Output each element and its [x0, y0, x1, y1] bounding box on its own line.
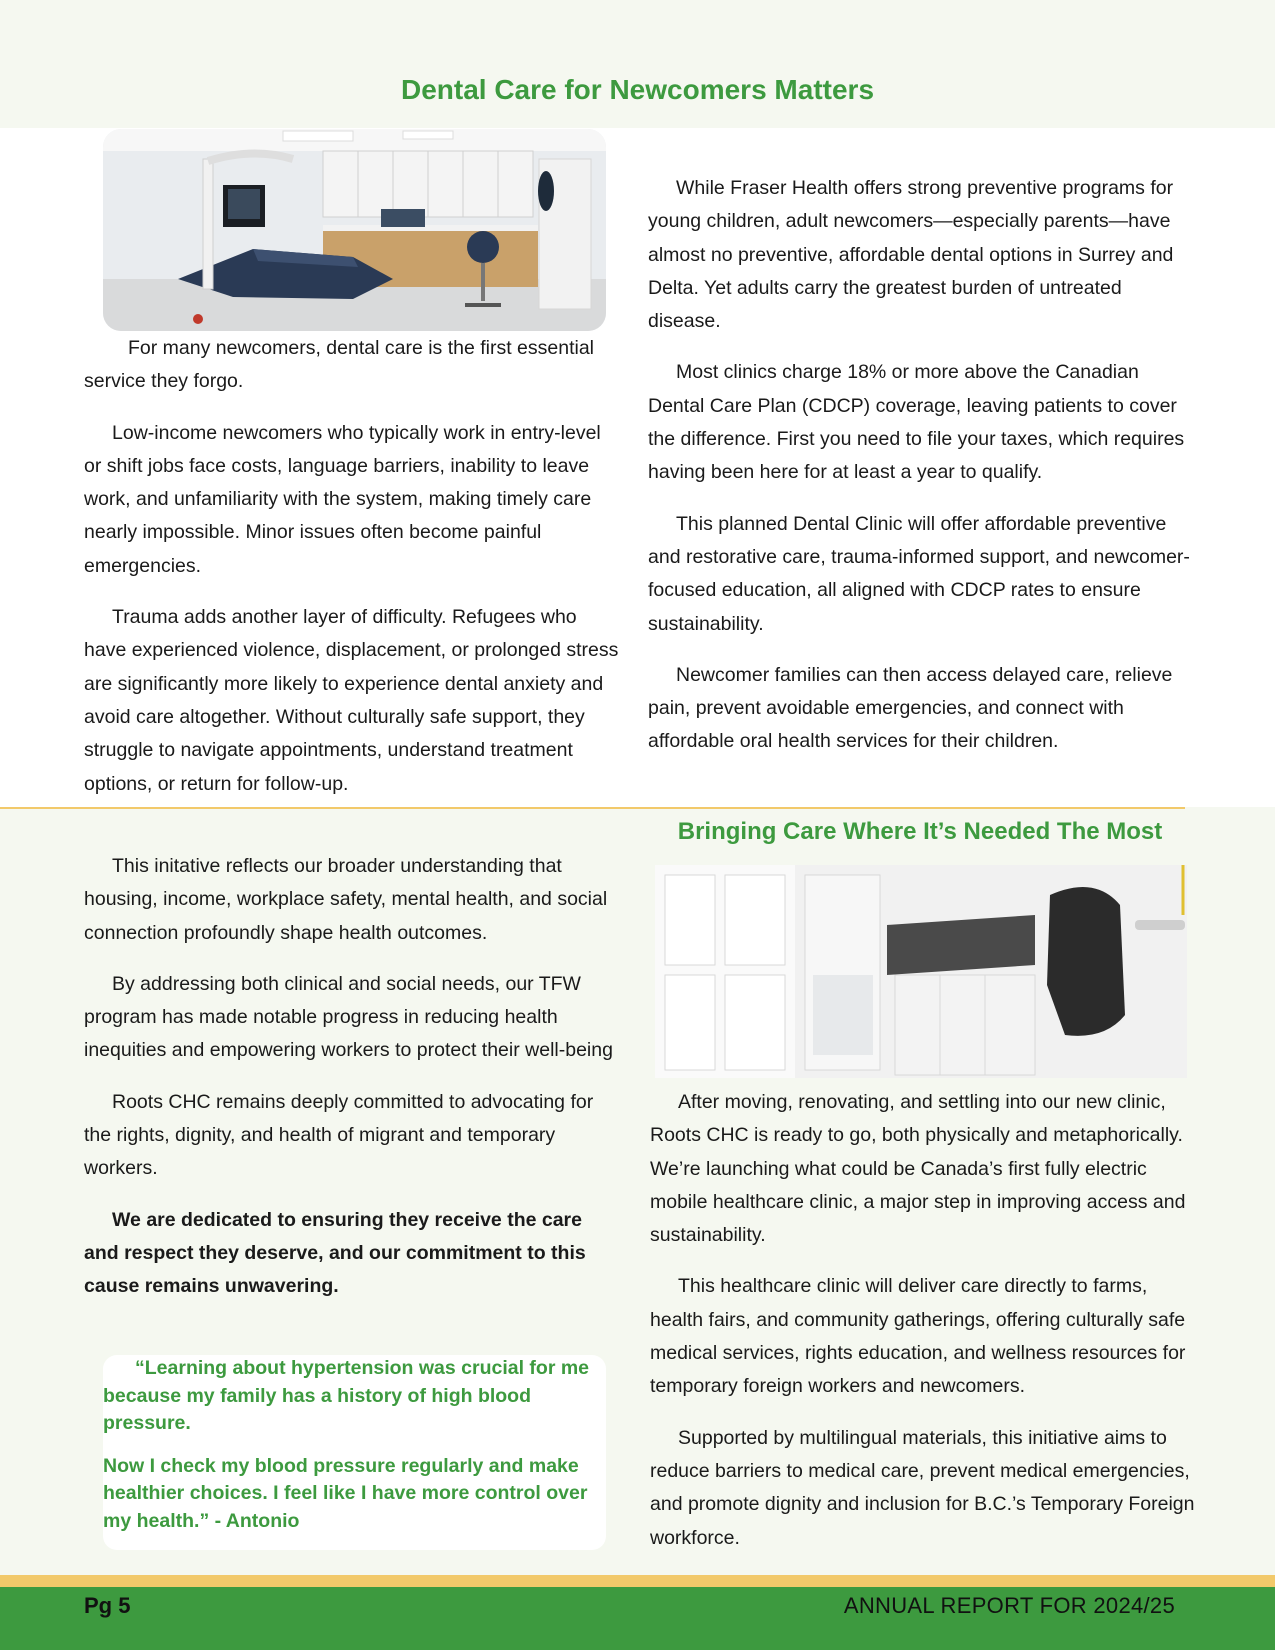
- dental-paragraph: Newcomer families can then access delayed care, relieve pain, prevent avoidable emergencies, and connect with affordable oral health services for their children.: [648, 663, 1173, 753]
- dental-paragraph: Low-income newcomers who typically work in entry-level or shift jobs face costs, language barriers, inability to leave work, and unfamiliarity with the system, making timely care nearly impossible. Minor issues often become painful emergencies.: [84, 421, 601, 577]
- dental-paragraph: While Fraser Health offers strong preventive programs for young children, adult newcomers—especially parents—have almost no preventive, affordable dental options in Surrey and Delta. Yet adults carry the greatest burden of untreated disease.: [648, 177, 1174, 333]
- dental-paragraph: Most clinics charge 18% or more above the Canadian Dental Care Plan (CDCP) coverage, leaving patients to cover the difference. First you need to file your taxes, which requires having been here for at least a year to qualify.: [648, 361, 1185, 484]
- mobile-clinic-paragraph: After moving, renovating, and settling into our new clinic, Roots CHC is ready to go, both physically and metaphorically. We’re launching what could be Canada’s first fully electric mobile healthcare clinic, a major step in improving access and sustainability.: [650, 1091, 1186, 1247]
- testimonial-quote: [103, 1355, 606, 1550]
- initiative-column: [84, 850, 619, 1322]
- initiative-paragraph: This initative reflects our broader understanding that housing, income, workplace safety, mental health, and social connection profoundly shape health outcomes.: [84, 855, 608, 944]
- dental-paragraph: This planned Dental Clinic will offer affordable preventive and restorative care, trauma-informed support, and newcomer-focused education, all aligned with CDCP rates to ensure sustainability.: [648, 512, 1190, 635]
- page-number: Pg 5: [84, 1593, 131, 1618]
- header-band: [0, 0, 1275, 128]
- initiative-paragraph: Roots CHC remains deeply committed to advocating for the rights, dignity, and health of migrant and temporary workers.: [84, 1090, 594, 1180]
- quote-line: “Learning about hypertension was crucial for me because my family has a history of high blood pressure.: [103, 1357, 590, 1434]
- mobile-clinic-illustration: [655, 865, 1187, 1078]
- dental-chair-illustration: [103, 129, 606, 331]
- commitment-statement: We are dedicated to ensuring they receive the care and respect they deserve, and our commitment to this cause remains unwavering.: [84, 1208, 586, 1298]
- dental-paragraph: Trauma adds another layer of difficulty. Refugees who have experienced violence, displacement, or prolonged stress are significantly more likely to experience dental anxiety and avoid care altogether. Without culturally safe support, they struggle to navigate appointments, understand treatment options, or return for follow-up.: [84, 606, 619, 795]
- mobile-clinic-photo: [655, 865, 1187, 1078]
- section-subtitle: Bringing Care Where It’s Needed The Most: [677, 818, 1163, 845]
- initiative-paragraph: By addressing both clinical and social needs, our TFW program has made notable progress in reducing health inequities and empowering workers to protect their well-being: [84, 972, 613, 1062]
- quote-line: Now I check my blood pressure regularly and make healthier choices. I feel like I have more control over my health.” - Antonio: [103, 1454, 588, 1532]
- mobile-clinic-paragraph: Supported by multilingual materials, this initiative aims to reduce barriers to medical care, prevent medical emergencies, and promote dignity and inclusion for B.C.’s Temporary Foreign workforce.: [650, 1426, 1195, 1549]
- mobile-clinic-paragraph: This healthcare clinic will deliver care directly to farms, health fairs, and community gatherings, offering culturally safe medical services, rights education, and wellness resources for temporary foreign workers and newcomers.: [650, 1275, 1186, 1398]
- dental-right-column: [648, 172, 1198, 777]
- dental-left-column: [84, 332, 619, 819]
- report-label: ANNUAL REPORT FOR 2024/25: [843, 1593, 1175, 1618]
- dental-paragraph: For many newcomers, dental care is the first essential service they forgo.: [84, 337, 595, 393]
- mobile-clinic-column: [650, 1086, 1200, 1573]
- dental-clinic-photo: [103, 129, 606, 331]
- page-title: Dental Care for Newcomers Matters: [400, 74, 875, 105]
